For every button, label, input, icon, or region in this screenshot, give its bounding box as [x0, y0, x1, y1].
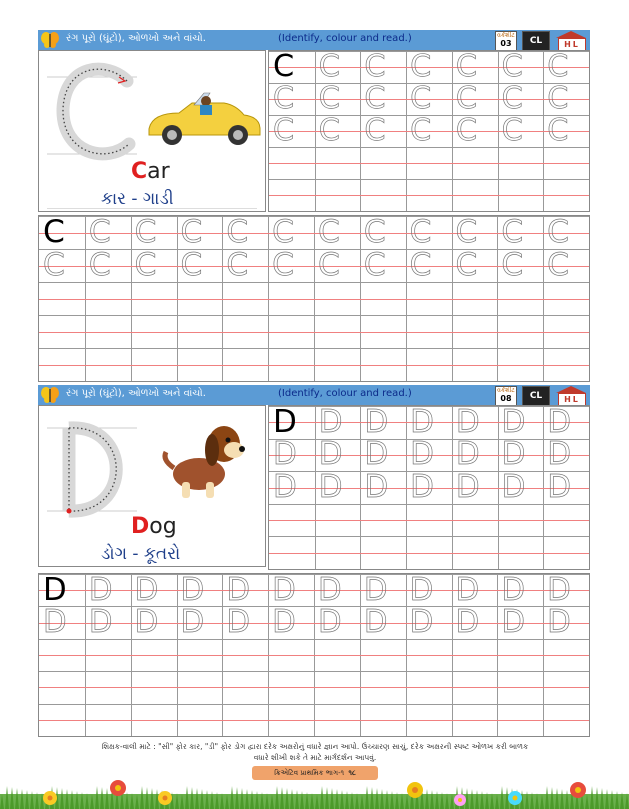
- trace-letter: D: [410, 403, 434, 440]
- trace-letter: D: [88, 604, 113, 641]
- cl-badge: CL: [522, 386, 550, 406]
- gujarati-word: ડોગ - કૂતરો: [101, 544, 181, 564]
- trace-letter: D: [180, 604, 205, 641]
- trace-letter: C: [547, 80, 569, 116]
- word-first-letter: D: [131, 514, 150, 539]
- trace-letter: C: [455, 246, 478, 283]
- trace-letter: C: [455, 80, 478, 116]
- word-rest: ar: [147, 159, 170, 184]
- big-d-tracing-letter: [47, 414, 137, 524]
- gujarati-word: કાર - ગાડી: [101, 189, 174, 209]
- trace-letter: C: [409, 246, 432, 283]
- worksheet-number-badge: [495, 31, 517, 51]
- trace-letter: D: [363, 604, 388, 641]
- trace-letter: C: [88, 246, 111, 283]
- trace-letter: D: [273, 436, 297, 473]
- trace-letter: C: [501, 213, 524, 250]
- page-number: ૧૮: [348, 769, 356, 777]
- trace-letter: C: [501, 48, 523, 84]
- trace-letter: D: [363, 571, 388, 608]
- trace-letter: C: [43, 246, 65, 283]
- trace-letter: C: [455, 48, 478, 84]
- trace-letter: C: [547, 246, 570, 283]
- trace-letter: D: [410, 436, 434, 473]
- butterfly-icon: [40, 30, 60, 50]
- trace-letter: D: [455, 468, 480, 505]
- trace-letter: D: [501, 604, 526, 641]
- trace-letter: D: [318, 571, 342, 608]
- hl-label: HL: [558, 38, 586, 51]
- model-letter: D: [273, 403, 297, 440]
- tracing-grid-top: [268, 405, 590, 570]
- worksheet-number: 08: [500, 394, 512, 403]
- trace-letter: D: [409, 604, 434, 641]
- trace-letter: C: [455, 213, 478, 250]
- trace-letter: D: [501, 403, 526, 440]
- word-rest: og: [149, 514, 177, 539]
- trace-letter: D: [501, 468, 526, 505]
- teacher-parent-note: [20, 741, 610, 763]
- trace-letter: D: [134, 604, 159, 641]
- letter-c-section: [38, 30, 590, 382]
- book-title: ક્રિએટિવ પ્રાથમિક ભાગ-૧: [274, 769, 345, 777]
- note-line-1: શિક્ષક-વાલી માટે : "સી" ફોર કાર, "ડી" ફોર ડોગ દ્વારા દરેક અક્ષરોનું વધારે જ્ઞાન આપો. ઉચ્ચારણ સાચું, દરેક અક્ષરની સ્પષ્ટ ઓળખ કરી બાળક: [101, 742, 529, 751]
- section-header: [38, 385, 590, 405]
- trace-letter: C: [226, 213, 249, 250]
- trace-letter: C: [547, 48, 569, 84]
- instruction-english: (Identify, colour and read.): [278, 33, 412, 44]
- trace-letter: D: [43, 604, 67, 641]
- dog-image: [154, 416, 249, 501]
- trace-letter: D: [318, 468, 343, 505]
- trace-letter: D: [455, 571, 480, 608]
- butterfly-icon: [40, 385, 60, 405]
- trace-letter: C: [410, 48, 432, 84]
- worksheet-label: વર્કશીટ: [497, 32, 515, 39]
- trace-letter: D: [455, 436, 480, 473]
- instruction-gujarati: રંગ પૂરો (ઘૂંટો), ઓળખો અને વાંચો.: [66, 388, 206, 399]
- trace-letter: D: [180, 571, 205, 608]
- hl-label: HL: [558, 393, 586, 406]
- trace-letter: D: [501, 571, 526, 608]
- trace-letter: C: [272, 213, 295, 250]
- trace-letter: C: [134, 246, 157, 283]
- tracing-grid-bottom: [38, 215, 590, 382]
- trace-letter: C: [134, 213, 157, 250]
- trace-letter: D: [364, 468, 389, 505]
- instruction-gujarati: રંગ પૂરો (ઘૂંટો), ઓળખો અને વાંચો.: [66, 33, 206, 44]
- model-letter: D: [43, 571, 67, 608]
- picture-box: [38, 50, 266, 212]
- hl-house-icon: [556, 31, 586, 49]
- note-line-2: વધારે શીખી શકે તે માટે માર્ગદર્શન આપવું.: [253, 753, 377, 762]
- worksheet-label: વર્કશીટ: [497, 387, 515, 394]
- trace-letter: C: [180, 246, 203, 283]
- trace-letter: C: [226, 246, 249, 283]
- word-first-letter: C: [131, 159, 148, 184]
- hl-house-icon: [556, 386, 586, 404]
- tracing-grid-top: [268, 50, 590, 212]
- trace-letter: C: [88, 213, 111, 250]
- trace-letter: C: [409, 213, 432, 250]
- trace-letter: D: [226, 604, 251, 641]
- english-word: [131, 159, 170, 184]
- grass-flowers-border: [0, 780, 629, 809]
- trace-letter: C: [318, 246, 340, 283]
- trace-letter: C: [364, 80, 386, 116]
- trace-letter: D: [88, 571, 113, 608]
- trace-letter: D: [364, 403, 389, 440]
- page-number-tag: [252, 766, 378, 780]
- trace-letter: D: [318, 403, 343, 440]
- trace-letter: D: [134, 571, 159, 608]
- trace-letter: C: [318, 80, 340, 116]
- tracing-grid-bottom: [38, 573, 590, 737]
- trace-letter: D: [318, 436, 343, 473]
- trace-letter: C: [410, 112, 432, 148]
- trace-letter: D: [547, 436, 572, 473]
- trace-letter: C: [363, 213, 386, 250]
- trace-letter: D: [455, 403, 480, 440]
- model-letter: C: [273, 48, 295, 84]
- trace-letter: C: [364, 48, 386, 84]
- trace-letter: D: [547, 604, 571, 641]
- trace-letter: D: [547, 571, 571, 608]
- cl-badge: CL: [522, 31, 550, 51]
- trace-letter: D: [547, 468, 572, 505]
- car-image: [144, 91, 264, 151]
- trace-letter: C: [273, 112, 295, 148]
- trace-letter: C: [501, 246, 524, 283]
- trace-letter: C: [272, 246, 295, 283]
- trace-letter: D: [547, 403, 572, 440]
- trace-letter: D: [501, 436, 526, 473]
- trace-letter: C: [547, 213, 570, 250]
- trace-letter: C: [501, 80, 523, 116]
- trace-letter: C: [455, 112, 478, 148]
- trace-letter: D: [272, 571, 296, 608]
- trace-letter: D: [226, 571, 251, 608]
- trace-letter: C: [318, 112, 340, 148]
- picture-box: [38, 405, 266, 567]
- model-letter: C: [43, 213, 65, 250]
- worksheet-number: 03: [500, 39, 512, 48]
- trace-letter: C: [180, 213, 203, 250]
- trace-letter: C: [547, 112, 569, 148]
- big-c-tracing-letter: [47, 59, 137, 169]
- worksheet-number-badge: [495, 386, 517, 406]
- trace-letter: D: [364, 436, 389, 473]
- trace-letter: C: [364, 112, 386, 148]
- trace-letter: D: [455, 604, 480, 641]
- trace-letter: C: [363, 246, 386, 283]
- trace-letter: C: [410, 80, 432, 116]
- trace-letter: D: [318, 604, 342, 641]
- trace-letter: C: [318, 213, 340, 250]
- english-word: [131, 514, 177, 539]
- trace-letter: C: [318, 48, 340, 84]
- trace-letter: D: [410, 468, 434, 505]
- trace-letter: D: [272, 604, 296, 641]
- trace-letter: D: [409, 571, 434, 608]
- trace-letter: D: [273, 468, 297, 505]
- instruction-english: (Identify, colour and read.): [278, 388, 412, 399]
- trace-letter: C: [273, 80, 295, 116]
- section-header: [38, 30, 590, 50]
- letter-d-section: [38, 385, 590, 737]
- trace-letter: C: [501, 112, 523, 148]
